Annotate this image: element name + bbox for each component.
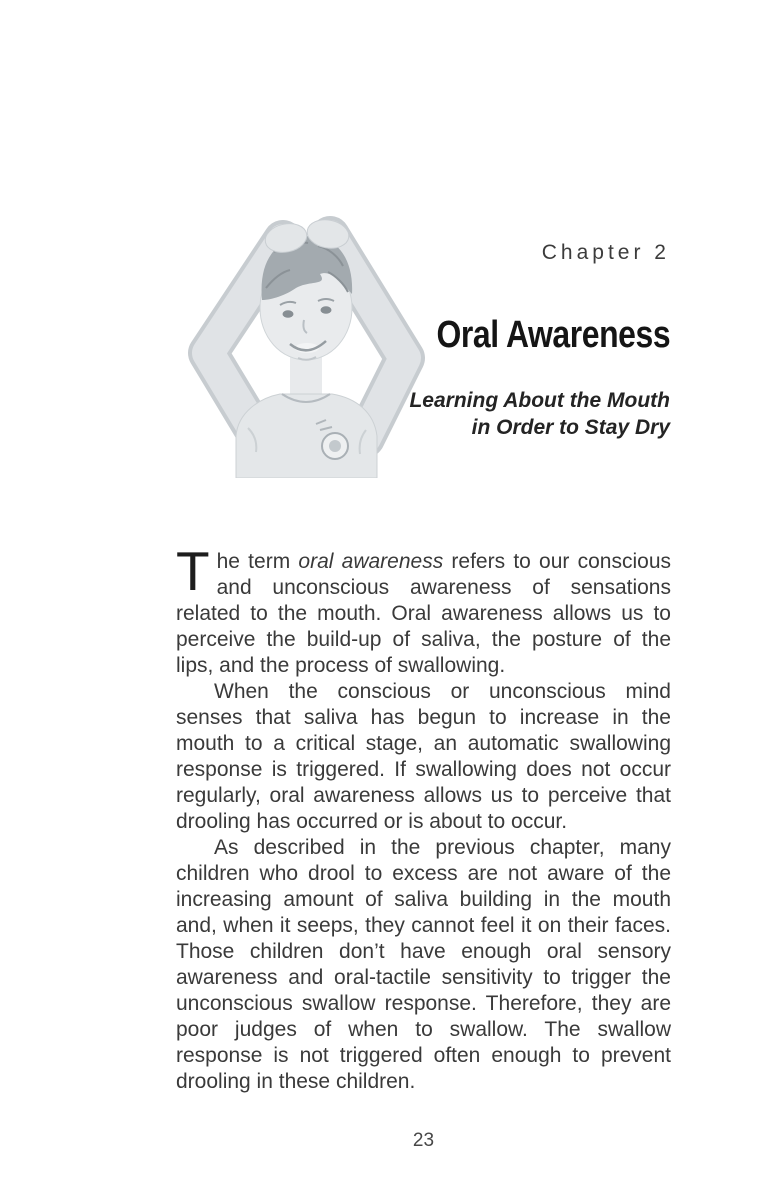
page-number: 23 [412,1130,435,1151]
paragraph-3: As described in the previous chapter, many children who drool to excess are not aware of the increasing amount of saliva building in the mouth and, when it seeps, they cannot feel it on their faces. Those children don’t have enough oral sensory awareness and oral-tactile sensitivity to trigger the unconscious swallow response. Therefore, they are poor judges of when to swallow. The swallow response is not triggered often enough to prevent drooling in these children. [176,836,671,1093]
italic-term: oral awareness [298,550,444,573]
boy-photo [178,208,436,478]
paragraph-1-lead: he term [216,550,299,573]
chapter-title: Oral Awareness [436,314,670,356]
chapter-subtitle [409,387,670,441]
paragraph-1 [176,540,672,679]
drop-cap: T [176,540,210,602]
boy-photo-illustration [178,208,436,478]
chapter-label: Chapter 2 [541,241,670,264]
paragraph-1-rest: refers to our conscious and unconscious awareness of sensations related to the mouth. Oral awareness allows us to perceive the build-up of saliva, the posture of the lips, and the process of swallowing. [176,550,672,677]
body-text [176,540,672,1095]
subtitle-line-2: in Order to Stay Dry [471,416,670,439]
paragraph-2: When the conscious or unconscious mind senses that saliva has begun to increase in the mouth to a critical stage, an automatic swallowing response is triggered. If swallowing does not occur regularly, oral awareness allows us to perceive that drooling has occurred or is about to occur. [176,680,671,833]
subtitle-line-1: Learning About the Mouth [409,389,670,412]
